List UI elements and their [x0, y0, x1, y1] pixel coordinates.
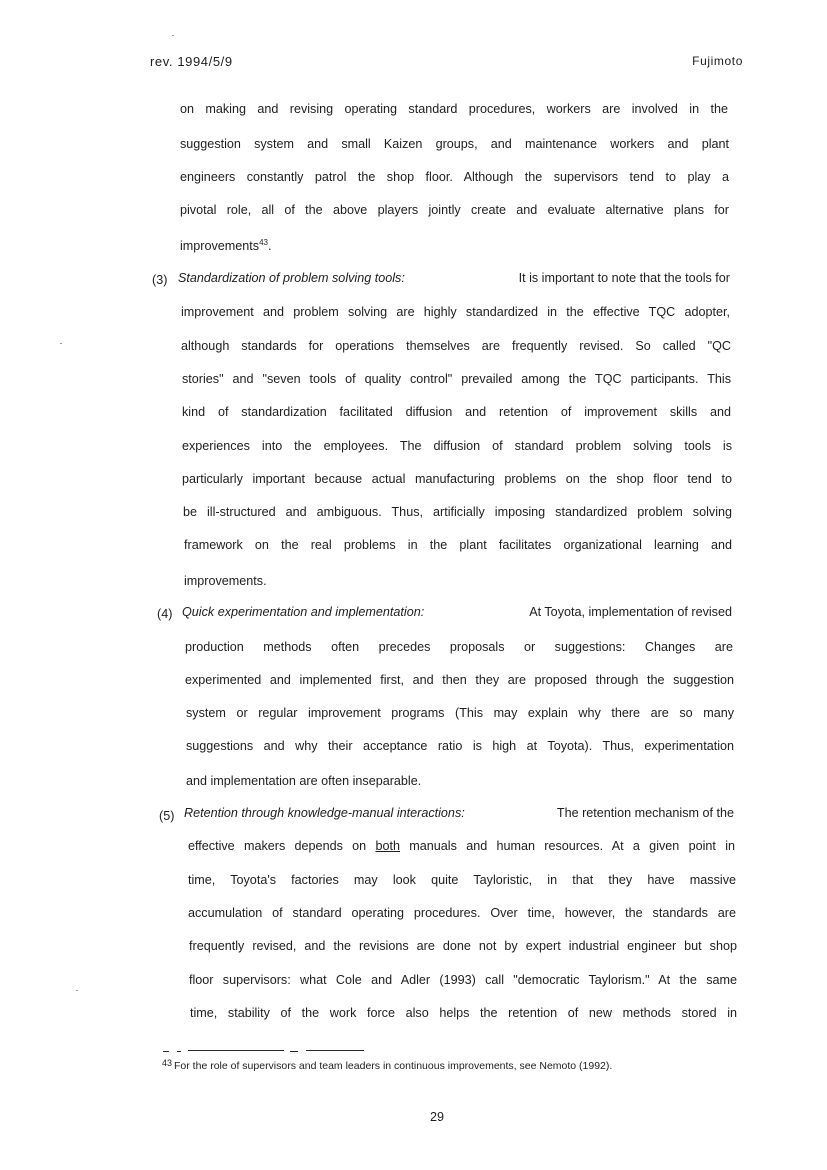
item-line: effective makers depends on both manuals and human resources. At a given point in	[188, 839, 735, 853]
item-number: (5)	[159, 809, 175, 823]
item-line: improvements.	[184, 574, 267, 588]
footnote-separator	[163, 1051, 169, 1052]
item-line: improvement and problem solving are highly standardized in the effective TQC adopter,	[181, 305, 730, 319]
item-line: kind of standardization facilitated diffusion and retention of improvement skills and	[182, 405, 731, 419]
item-line: framework on the real problems in the plant facilitates organizational learning and	[184, 538, 732, 552]
intro-line: suggestion system and small Kaizen groups, and maintenance workers and plant	[180, 137, 729, 151]
scan-speck	[76, 990, 78, 991]
footnote-reference[interactable]: 43	[259, 238, 268, 247]
footnote	[162, 1059, 612, 1073]
footnote-separator	[306, 1050, 364, 1051]
item-heading: Quick experimentation and implementation:	[182, 605, 425, 619]
item-number: (4)	[157, 607, 173, 621]
intro-line: pivotal role, all of the above players jointly create and evaluate alternative plans for	[180, 203, 729, 217]
footnote-separator	[290, 1051, 298, 1052]
page-number: 29	[429, 1110, 444, 1124]
footnote-separator	[177, 1051, 181, 1052]
item-line: time, Toyota's factories may look quite Tayloristic, in that they have massive	[188, 873, 736, 887]
item-line: accumulation of standard operating procedures. Over time, however, the standards are	[188, 906, 736, 920]
item-line: experimented and implemented first, and then they are proposed through the suggestion	[185, 673, 734, 687]
item-line: system or regular improvement programs (This may explain why there are so many	[186, 706, 734, 720]
item-heading-line: Retention through knowledge-manual interactions: The retention mechanism of the	[184, 806, 734, 820]
item-line: production methods often precedes proposals or suggestions: Changes are	[185, 640, 733, 654]
intro-line: engineers constantly patrol the shop floor. Although the supervisors tend to play a	[180, 170, 729, 184]
intro-line-last: improvements$^{43}$.	[180, 238, 272, 253]
item-line: experiences into the employees. The diffusion of standard problem solving tools is	[182, 439, 732, 453]
item-heading: Standardization of problem solving tools:	[178, 271, 405, 285]
scan-speck	[60, 343, 62, 344]
revision-date: rev. 1994/5/9	[150, 54, 233, 69]
item-heading-line: Standardization of problem solving tools: It is important to note that the tools for	[178, 271, 730, 285]
author-name: Fujimoto	[692, 54, 743, 68]
item-line: be ill-structured and ambiguous. Thus, artificially imposing standardized problem solving	[183, 505, 732, 519]
item-line: particularly important because actual manufacturing problems on the shop floor tend to	[182, 472, 732, 486]
item-heading: Retention through knowledge-manual interactions:	[184, 806, 465, 820]
emphasis-underline: both	[375, 839, 400, 853]
intro-line: on making and revising operating standard procedures, workers are involved in the	[180, 102, 728, 116]
footnote-number: 43	[162, 1058, 173, 1068]
item-line: floor supervisors: what Cole and Adler (1993) call "democratic Taylorism." At the same	[189, 973, 737, 987]
item-number: (3)	[152, 273, 168, 287]
footnote-text: For the role of supervisors and team leaders in continuous improvements, see Nemoto (1992).	[174, 1060, 613, 1072]
item-line: suggestions and why their acceptance ratio is high at Toyota). Thus, experimentation	[186, 739, 734, 753]
item-line: although standards for operations themselves are frequently revised. So called "QC	[181, 339, 731, 353]
item-line: frequently revised, and the revisions are done not by expert industrial engineer but shop	[189, 939, 737, 953]
scan-speck	[172, 35, 174, 36]
footnote-separator	[188, 1050, 284, 1051]
item-line: and implementation are often inseparable.	[186, 774, 422, 788]
item-line: time, stability of the work force also helps the retention of new methods stored in	[190, 1006, 737, 1020]
item-line: stories" and "seven tools of quality control" prevailed among the TQC participants. This	[182, 372, 731, 386]
item-heading-line: Quick experimentation and implementation: At Toyota, implementation of revised	[182, 605, 732, 619]
